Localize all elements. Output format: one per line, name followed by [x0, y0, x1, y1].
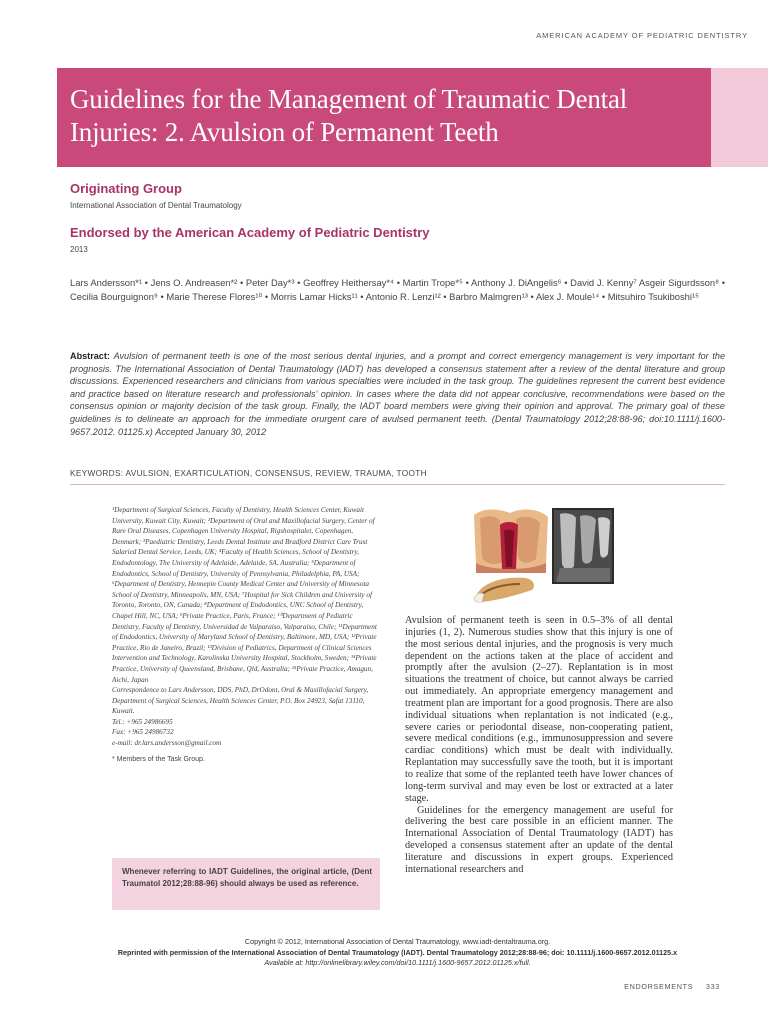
originating-group-text: International Association of Dental Traumatology	[70, 201, 242, 210]
tooth-socket-illustration	[470, 505, 552, 575]
copyright-line-2: Reprinted with permission of the International Association of Dental Traumatology (IADT). Dental Traumatology 2012;28:88-96; doi: 10.1111/j.1600-9657.2012.01125.x	[117, 947, 678, 957]
originating-group-heading: Originating Group	[70, 181, 182, 196]
footer-section: ENDORSEMENTS	[624, 982, 694, 991]
affiliations: ¹Department of Surgical Sciences, Faculty of Dentistry, Health Sciences Center, Kuwait University, Kuwait City, Kuwait; ²Department of Oral and Maxillofacial Surgery, Center of Rare Oral Diseases, Copenhagen University Hospital, Rigshospitalet, Copenhagen, Denmark; ³Paediatric Dentistry, Leeds Dental Institute and Bradford District Care Trust Salaried Dental Service, Leeds, UK; ⁴Faculty of Health Sciences, School of Dentistry, Endodontology, The University of Adelaide, Adelaide, SA, Australia; ⁵Department of Endodontics, School of Dentistry, University of Pennsylvania, Philadelphia, PA, USA; ⁶Department of Dentistry, Hennepin County Medical Center and University of Minnesota School of Dentistry, Minneapolis, MN, USA; ⁷Hospital for Sick Children and University of Toronto, Toronto, ON, Canada; ⁸Department of Endodontics, UNC School of Dentistry, Chapel Hill, NC, USA; ⁹Private Practice, Paris, France; ¹⁰Department of Pediatric Dentistry, Faculty of Dentistry, Universidad de Valparaiso, Valparaiso, Chile; ¹¹Department of Endodontics, University of Maryland School of Dentistry, Baltimore, MD, USA; ¹²Private Practice, Rio de Janeiro, Brazil; ¹³Division of Pediatrics, Department of Clinical Sciences Intervention and Technology, Karolinska University Hospital, Stockholm, Sweden; ¹⁴Private Practice, University of Queensland, Brisbane, Qld, Australia; ¹⁵Private Practice, Amagun, Aichi, Japan	[112, 506, 377, 684]
copyright-line-1: Copyright © 2012, International Association of Dental Traumatology, www.iadt-dentaltrauma.org.	[244, 937, 551, 946]
body-paragraph-1: Avulsion of permanent teeth is seen in 0.5–3% of all dental injuries (1, 2). Numerous studies show that this injury is one of the most serious dental injuries, and the prognosis is very much dependent on the actions taken at the place of accident and promptly after the avulsion (2–27). Replantation is in most situations the treatment of choice, but cannot always be carried out immediately. An appropriate emergency management and treatment plan are important for a good prognosis. There are also individual situations when replantation is not indicated (e.g., severe caries or periodontal disease, non-cooperating patient, severe medical conditions (e.g., immunosuppression and severe cardiac conditions) which must be dealt with individually. Replantation may successfully save the tooth, but it is important to realize that some of the replanted teeth have lower chances of long-term survival and may even be lost or extracted at a later stage.	[405, 615, 673, 804]
task-group-note: * Members of the Task Group.	[112, 755, 205, 763]
title-line-2: Injuries: 2. Avulsion of Permanent Teeth	[70, 117, 499, 147]
avulsed-tooth-illustration	[470, 572, 540, 606]
article-title	[70, 83, 720, 149]
keywords: KEYWORDS: AVULSION, EXARTICULATION, CONSENSUS, REVIEW, TRAUMA, TOOTH	[70, 468, 427, 478]
radiograph-image	[552, 508, 614, 584]
body-column	[405, 615, 673, 876]
affiliations-block	[112, 505, 380, 765]
abstract-text: Avulsion of permanent teeth is one of the most serious dental injuries, and a prompt and correct emergency management is very important for the prognosis. The International Association of Dental Traumatology (IADT) has developed a consensus statement after a review of the dental literature and group discussions. Experienced researchers and clinicians from various specialties were included in the task group. The guidelines represent the current best evidence and practice based on literature research and professionals' opinion. In cases where the data did not appear conclusive, recommendations were based on the consensus opinion or majority decision of the task group. Finally, the IADT board members were giving their opinion and approval. The primary goal of these guidelines is to delineate an approach for the immediate orurgent care of avulsed permanent teeth.	[70, 351, 725, 424]
copyright-block	[70, 937, 725, 969]
author-list: Lars Andersson*¹ • Jens O. Andreasen*² • Peter Day*³ • Geoffrey Heithersay*⁴ • Martin Trope*⁵ • Anthony J. DiAngelis⁶ • David J. Kenny⁷ Asgeir Sigurdsson⁸ • Cecilia Bourguignon⁹ • Marie Therese Flores¹⁰ • Morris Lamar Hicks¹¹ • Antonio R. Lenzi¹² • Barbro Malmgren¹³ • Alex J. Moule¹⁴ • Mitsuhiro Tsukiboshi¹⁵	[70, 277, 725, 302]
running-head: AMERICAN ACADEMY OF PEDIATRIC DENTISTRY	[536, 31, 748, 40]
endorsed-heading: Endorsed by the American Academy of Pediatric Dentistry	[70, 225, 430, 240]
page-number: 333	[705, 982, 720, 991]
title-line-1: Guidelines for the Management of Traumatic Dental	[70, 84, 628, 114]
reference-note-text: Whenever referring to IADT Guidelines, the original article, (Dent Traumatol 2012;28:88-96) should always be used as reference.	[122, 867, 372, 888]
abstract-citation: (Dental Traumatology 2012;28:88-96; doi:10.1111/j.1600-9657.2012. 01125.x)	[70, 413, 726, 437]
correspondence-email: e-mail: dr.lars.andersson@gmail.com	[112, 739, 222, 748]
body-paragraph-2: Guidelines for the emergency management are useful for delivering the best care possible in an efficient manner. The International Association of Dental Traumatology (IADT) has developed a consensus statement after an update of the dental literature and discussions in expert groups. Experienced international researchers and	[405, 804, 673, 875]
correspondence-tel: Tel.: +965 24986695	[112, 717, 173, 726]
copyright-line-3: Available at: http://onlinelibrary.wiley.com/doi/10.1111/j.1600-9657.2012.01125.x/full.	[264, 958, 531, 967]
correspondence-address: Correspondence to Lars Andersson, DDS, PhD, DrOdont, Oral & Maxillofacial Surgery, Department of Surgical Sciences, Health Sciences Center, P.O. Box 24923, Safat 13110, Kuwait.	[112, 686, 369, 716]
abstract-accepted: Accepted January 30, 2012	[155, 426, 267, 437]
divider	[70, 484, 725, 485]
endorsed-year: 2013	[70, 245, 88, 254]
abstract-label: Abstract:	[70, 351, 110, 361]
abstract	[70, 350, 725, 438]
page-footer	[624, 982, 720, 991]
correspondence-fax: Fax: +965 24986732	[112, 728, 174, 737]
